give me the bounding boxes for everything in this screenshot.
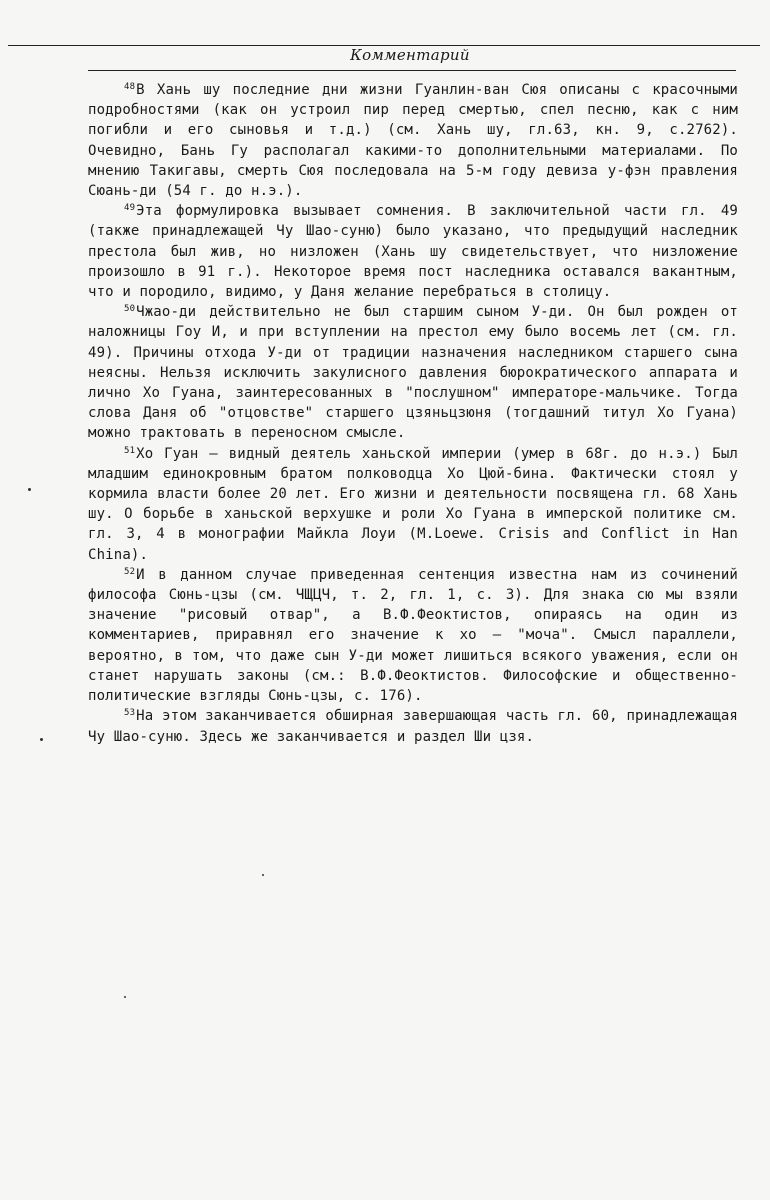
note-text: В Хань шу последние дни жизни Гуанлин-ван Сюя описаны с красочными подробностями (как он устроил пир перед смертью, спел песню, как с ним погибли и его сыновья и т.д.) (см. Хань шу, гл.63, кн. 9, с.2762). Очевидно, Бань Гу располагал какими-то дополнительными материалами. По мнению Такигавы, смерть Сюя последовала на 5-м году девиза у-фэн правления Сюань-ди (54 г. до н.э.). bbox=[88, 82, 738, 200]
scan-speck bbox=[28, 488, 31, 491]
note-text: И в данном случае приведенная сентенция известна нам из сочинений философа Сюнь-цзы (см. ЧЩЦЧ, т. 2, гл. 1, с. 3). Для знака сю мы взяли значение "рисовый отвар", а В.Ф.Феоктистов, опираясь на один из комментариев, приравнял его значение к хо — "моча". Смысл параллели, вероятно, в том, что даже сын У-ди может лишиться всякого уважения, если он станет нарушать законы (см.: В.Ф.Феоктистов. Философские и общественно-политические взгляды Сюнь-цзы, с. 176). bbox=[88, 566, 738, 705]
note-49 bbox=[88, 201, 738, 302]
running-head: Комментарий bbox=[350, 46, 470, 64]
commentary-notes bbox=[88, 80, 738, 747]
note-number: 49 bbox=[124, 203, 136, 214]
note-53 bbox=[88, 706, 738, 746]
note-number: 52 bbox=[124, 566, 136, 577]
note-number: 51 bbox=[124, 445, 136, 456]
note-text: Чжао-ди действительно не был старшим сыном У-ди. Он был рожден от наложницы Гоу И, и при вступлении на престол ему было восемь лет (см. гл. 49). Причины отхода У-ди от традиции назначения наследником старшего сына неясны. Нельзя исключить закулисного давления бюрократического аппарата и лично Хо Гуана, заинтересованных в "послушном" императоре-мальчике. Тогда слова Даня об "отцовстве" старшего цзяньцзюня (тогдашний титул Хо Гуана) можно трактовать в переносном смысле. bbox=[88, 304, 738, 442]
note-48 bbox=[88, 80, 738, 201]
note-number: 48 bbox=[124, 82, 136, 92]
note-text: Хо Гуан — видный деятель ханьской империи (умер в 68г. до н.э.) Был младшим единокровным братом полководца Хо Цюй-бина. Фактически стоял у кормила власти более 20 лет. Его жизни и деятельности посвящена гл. 68 Хань шу. О борьбе в ханьской верхушке и роли Хо Гуана в имперской политике см. гл. 3, 4 в монографии Майкла Лоуи (M.Loewe. Crisis and Conflict in Han China). bbox=[88, 445, 738, 563]
note-text: На этом заканчивается обширная завершающая часть гл. 60, принадлежащая Чу Шао-суню. Здесь же заканчивается и раздел Ши цзя. bbox=[88, 708, 738, 745]
note-51 bbox=[88, 444, 738, 565]
note-text: Эта формулировка вызывает сомнения. В заключительной части гл. 49 (также принадлежащей Чу Шао-суню) было указано, что предыдущий наследник престола был жив, но низложен (Хань шу свидетельствует, что низложение произошло в 91 г.). Некоторое время пост наследника оставался вакантным, что и породило, видимо, у Даня желание перебраться в столицу. bbox=[88, 203, 738, 301]
scan-speck bbox=[40, 738, 43, 741]
scan-speck bbox=[124, 996, 126, 998]
note-number: 53 bbox=[124, 708, 136, 719]
note-52 bbox=[88, 565, 738, 706]
scan-speck bbox=[262, 874, 264, 876]
note-50 bbox=[88, 302, 738, 443]
header-rule-bottom bbox=[88, 70, 736, 71]
note-number: 50 bbox=[124, 304, 136, 315]
